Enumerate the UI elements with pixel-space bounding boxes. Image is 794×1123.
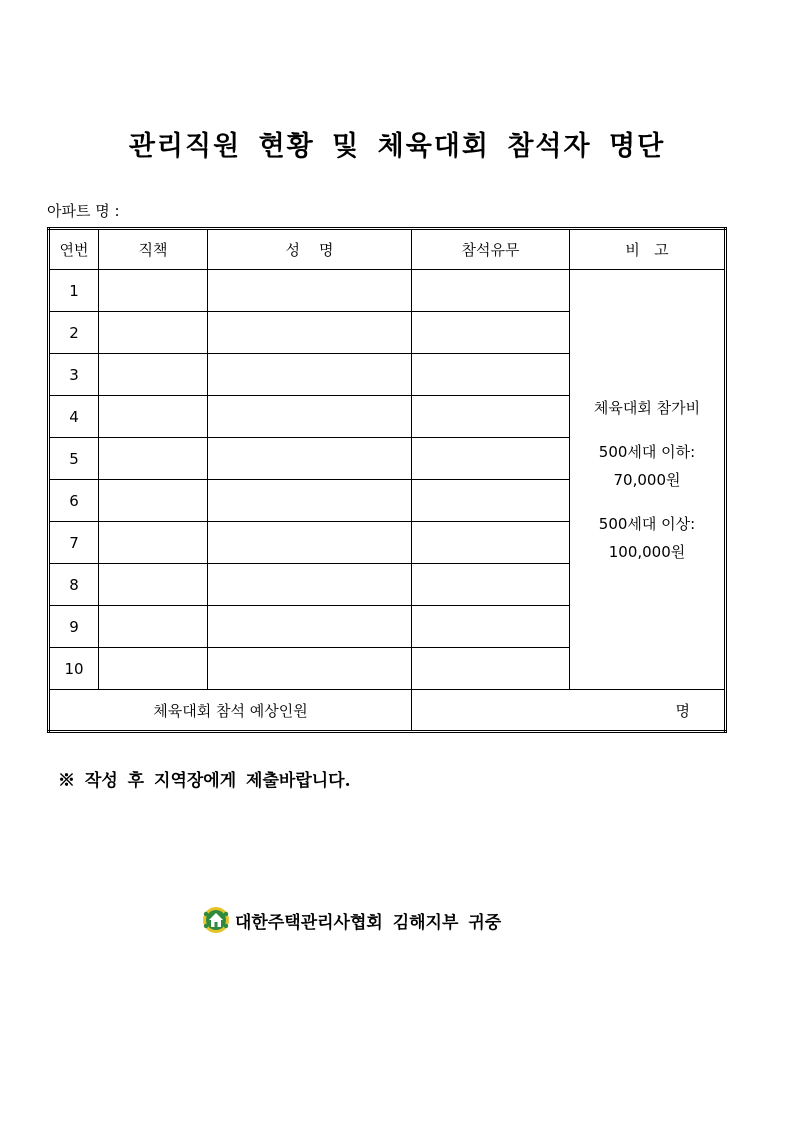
- header-attendance: 참석유무: [412, 229, 570, 270]
- position-cell[interactable]: [99, 270, 208, 312]
- submission-instruction: ※ 작성 후 지역장에게 제출바랍니다.: [58, 771, 351, 791]
- attendance-cell[interactable]: [412, 480, 570, 522]
- position-cell[interactable]: [99, 438, 208, 480]
- position-cell[interactable]: [99, 396, 208, 438]
- name-cell[interactable]: [208, 312, 412, 354]
- header-remarks: 비 고: [570, 229, 726, 270]
- fee-tier2-amount: 100,000원: [608, 542, 686, 561]
- fee-tier2-label: 500세대 이상:: [598, 514, 696, 533]
- name-cell[interactable]: [208, 438, 412, 480]
- attendance-cell[interactable]: [412, 564, 570, 606]
- row-number: 4: [49, 396, 99, 438]
- table-header-row: [49, 229, 726, 270]
- position-cell[interactable]: [99, 522, 208, 564]
- count-unit: 명: [675, 701, 690, 720]
- header-position: 직책: [99, 229, 208, 270]
- row-number: 10: [49, 648, 99, 690]
- row-number: 9: [49, 606, 99, 648]
- name-cell[interactable]: [208, 396, 412, 438]
- table-row: [49, 270, 726, 312]
- position-cell[interactable]: [99, 354, 208, 396]
- attendance-cell[interactable]: [412, 438, 570, 480]
- position-cell[interactable]: [99, 648, 208, 690]
- fee-tier1-label: 500세대 이하:: [598, 442, 696, 461]
- position-cell[interactable]: [99, 480, 208, 522]
- position-cell[interactable]: [99, 312, 208, 354]
- name-cell[interactable]: [208, 354, 412, 396]
- attendance-cell[interactable]: [412, 606, 570, 648]
- attendance-cell[interactable]: [412, 312, 570, 354]
- name-cell[interactable]: [208, 522, 412, 564]
- attendance-cell[interactable]: [412, 522, 570, 564]
- attendance-cell[interactable]: [412, 648, 570, 690]
- row-number: 8: [49, 564, 99, 606]
- name-cell[interactable]: [208, 270, 412, 312]
- organization-name: 대한주택관리사협회 김해지부 귀중: [235, 912, 502, 933]
- organization-footer: [201, 905, 501, 935]
- position-cell[interactable]: [99, 606, 208, 648]
- expected-attendance-row: [49, 690, 726, 732]
- position-cell[interactable]: [99, 564, 208, 606]
- row-number: 2: [49, 312, 99, 354]
- apartment-name-label: 아파트 명 :: [47, 202, 120, 220]
- remarks-cell: [570, 270, 726, 690]
- header-name: 성 명: [208, 229, 412, 270]
- row-number: 5: [49, 438, 99, 480]
- name-cell[interactable]: [208, 480, 412, 522]
- row-number: 7: [49, 522, 99, 564]
- attendance-cell[interactable]: [412, 396, 570, 438]
- page-title: 관리직원 현황 및 체육대회 참석자 명단: [128, 131, 666, 162]
- name-cell[interactable]: [208, 648, 412, 690]
- name-cell[interactable]: [208, 606, 412, 648]
- attendance-cell[interactable]: [412, 270, 570, 312]
- expected-attendance-count[interactable]: [412, 690, 726, 732]
- header-number: 연번: [49, 229, 99, 270]
- attendance-cell[interactable]: [412, 354, 570, 396]
- row-number: 1: [49, 270, 99, 312]
- fee-tier1-amount: 70,000원: [613, 470, 681, 489]
- row-number: 3: [49, 354, 99, 396]
- attendee-table: [47, 227, 727, 733]
- fee-heading: 체육대회 참가비: [593, 398, 701, 417]
- expected-attendance-label: 체육대회 참석 예상인원: [49, 690, 412, 732]
- row-number: 6: [49, 480, 99, 522]
- association-emblem-icon: [201, 905, 231, 935]
- name-cell[interactable]: [208, 564, 412, 606]
